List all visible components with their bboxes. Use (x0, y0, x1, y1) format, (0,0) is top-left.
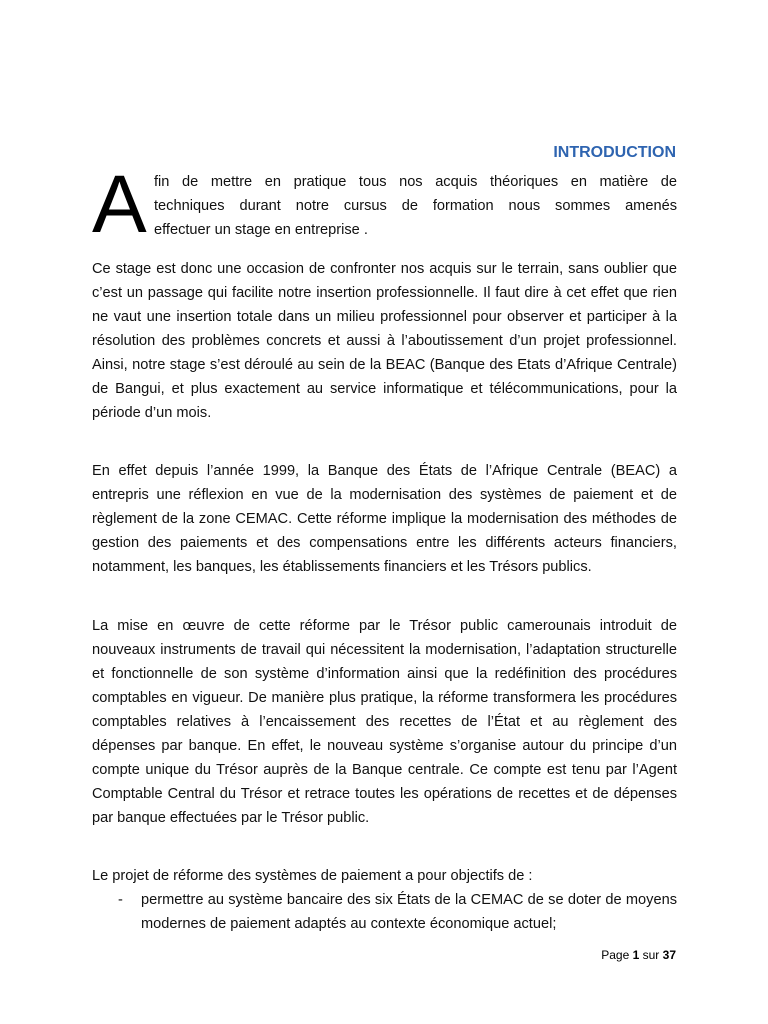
page-current: 1 (632, 948, 640, 962)
bullet-dash: - (118, 892, 123, 908)
intro-line-2: techniques durant notre cursus de formation nous sommes amenés (154, 198, 677, 214)
paragraph-tresor: La mise en œuvre de cette réforme par le Trésor public camerounais introduit de nouveaux instruments de travail qui nécessitent la modernisation, l’adaptation structurelle et fonctionnelle de son système d’information ainsi que la redéfinition des procédures comptables en vigueur. De manière plus pratique, la réforme transformera les procédures comptables relatives à l’encaissement des recettes de l’État et au règlement des dépenses par banque. En effet, le nouveau système s’organise autour du principe d’un compte unique du Trésor auprès de la Banque centrale. Ce compte est tenu par l’Agent Comptable Central du Trésor et retrace toutes les opérations de recettes et de dépenses par banque effectuées par le Trésor public. (92, 618, 677, 826)
intro-block (92, 159, 677, 250)
page-total: 37 (662, 948, 676, 962)
page-sur: sur (642, 948, 660, 962)
intro-lines (154, 170, 677, 242)
paragraph-beac-reform: En effet depuis l’année 1999, la Banque des États de l’Afrique Centrale (BEAC) a entrepris une réflexion en vue de la modernisation des systèmes de paiement et de règlement de la zone CEMAC. Cette réforme implique la modernisation des méthodes de gestion des paiements et des compensations entre les différents acteurs financiers, notamment, les banques, les établissements financiers et les Trésors publics. (92, 463, 677, 575)
page-number (601, 948, 676, 962)
drop-cap: A (92, 159, 147, 250)
section-heading: INTRODUCTION (553, 144, 676, 161)
bullet-text: permettre au système bancaire des six États de la CEMAC de se doter de moyens modernes de paiement adaptés au contexte économique actuel; (141, 892, 677, 932)
paragraph-objectives: Le projet de réforme des systèmes de paiement a pour objectifs de : (92, 868, 533, 884)
page-label: Page (601, 948, 630, 962)
intro-line-1: fin de mettre en pratique tous nos acquis théoriques en matière de (154, 174, 677, 190)
bullet-item (92, 888, 677, 936)
paragraph-stage: Ce stage est donc une occasion de confronter nos acquis sur le terrain, sans oublier que c’est un passage qui facilite notre insertion professionnelle. Il faut dire à cet effet que rien ne vaut une insertion totale dans un milieu professionnel pour observer et participer à la résolution des problèmes concrets et aussi à l’aboutissement d’un projet professionnel. Ainsi, notre stage s’est déroulé au sein de la BEAC (Banque des Etats d’Afrique Centrale) de Bangui, et plus exactement au service informatique et télécommunications, pour la période d’un mois. (92, 261, 677, 421)
intro-line-3: effectuer un stage en entreprise . (154, 222, 368, 238)
